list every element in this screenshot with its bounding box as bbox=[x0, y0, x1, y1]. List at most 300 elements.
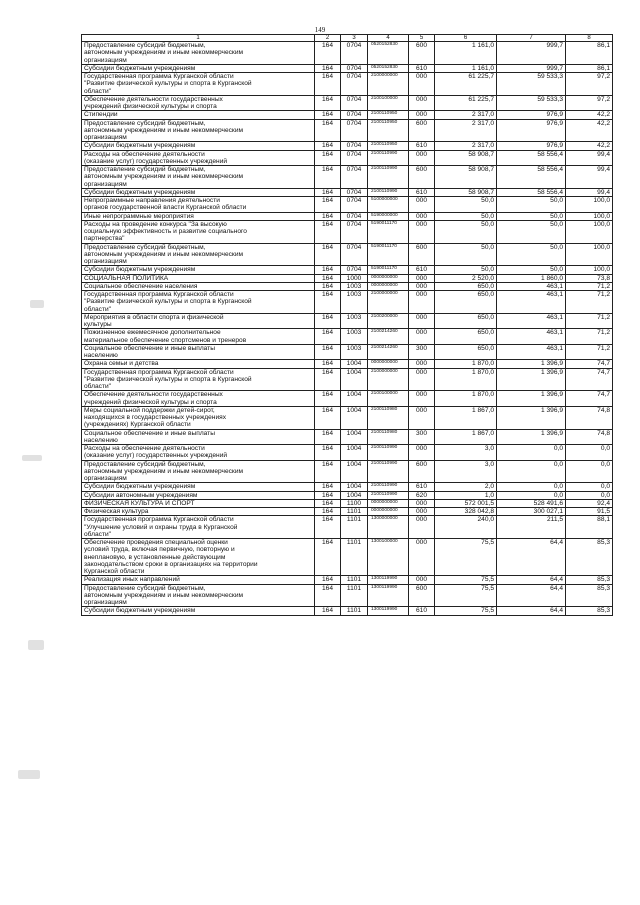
executed-amount-cell: 50,0 bbox=[497, 212, 566, 220]
expense-type-cell: 600 bbox=[409, 42, 435, 65]
target-article-cell: 2100000000 bbox=[368, 291, 409, 314]
target-article-cell: 2100214260 bbox=[368, 329, 409, 345]
target-article-cell: 2100000000 bbox=[368, 73, 409, 96]
execution-percent-cell: 42,2 bbox=[566, 119, 613, 142]
section-code-cell: 1101 bbox=[341, 508, 368, 516]
expense-type-cell: 000 bbox=[409, 539, 435, 576]
expense-type-cell: 000 bbox=[409, 197, 435, 213]
table-row bbox=[82, 220, 613, 243]
target-article-cell: 2100110990 bbox=[368, 445, 409, 461]
execution-percent-cell: 73,8 bbox=[566, 274, 613, 282]
expense-type-cell: 600 bbox=[409, 584, 435, 607]
executed-amount-cell: 1 396,9 bbox=[497, 429, 566, 445]
budget-table bbox=[81, 34, 613, 616]
executed-amount-cell: 999,7 bbox=[497, 64, 566, 72]
plan-amount-cell: 58 908,7 bbox=[435, 150, 497, 166]
admin-code-cell: 164 bbox=[315, 429, 341, 445]
executed-amount-cell: 463,1 bbox=[497, 329, 566, 345]
expense-name-cell: Субсидии автономным учреждениям bbox=[82, 491, 315, 499]
expense-type-cell: 000 bbox=[409, 508, 435, 516]
expense-name-cell: Государственная программа Курганской области "Развитие физической культуры и спорта в Курганской области" bbox=[82, 73, 315, 96]
expense-type-cell: 000 bbox=[409, 391, 435, 407]
plan-amount-cell: 75,5 bbox=[435, 539, 497, 576]
expense-name-cell: Субсидии бюджетным учреждениям bbox=[82, 607, 315, 615]
expense-type-cell: 610 bbox=[409, 188, 435, 196]
table-row bbox=[82, 291, 613, 314]
section-code-cell: 0704 bbox=[341, 142, 368, 150]
execution-percent-cell: 0,0 bbox=[566, 491, 613, 499]
plan-amount-cell: 240,0 bbox=[435, 516, 497, 539]
expense-name-cell: Предоставление субсидий бюджетным, автономным учреждениям и иным некоммерческим организациям bbox=[82, 460, 315, 483]
admin-code-cell: 164 bbox=[315, 282, 341, 290]
section-code-cell: 1004 bbox=[341, 483, 368, 491]
section-code-cell: 0704 bbox=[341, 220, 368, 243]
plan-amount-cell: 1 870,0 bbox=[435, 368, 497, 391]
admin-code-cell: 164 bbox=[315, 64, 341, 72]
section-code-cell: 1101 bbox=[341, 584, 368, 607]
table-row bbox=[82, 73, 613, 96]
executed-amount-cell: 64,4 bbox=[497, 576, 566, 584]
table-row bbox=[82, 166, 613, 189]
execution-percent-cell: 71,2 bbox=[566, 344, 613, 360]
executed-amount-cell: 976,9 bbox=[497, 142, 566, 150]
target-article-cell: 2100100000 bbox=[368, 95, 409, 111]
execution-percent-cell: 42,2 bbox=[566, 142, 613, 150]
table-row bbox=[82, 344, 613, 360]
expense-name-cell: Государственная программа Курганской области "Развитие физической культуры и спорта в Курганской области" bbox=[82, 368, 315, 391]
executed-amount-cell: 300 027,1 bbox=[497, 508, 566, 516]
admin-code-cell: 164 bbox=[315, 368, 341, 391]
table-row bbox=[82, 445, 613, 461]
executed-amount-cell: 58 556,4 bbox=[497, 166, 566, 189]
plan-amount-cell: 1 870,0 bbox=[435, 391, 497, 407]
expense-type-cell: 600 bbox=[409, 243, 435, 266]
plan-amount-cell: 1 867,0 bbox=[435, 429, 497, 445]
expense-type-cell: 000 bbox=[409, 73, 435, 96]
executed-amount-cell: 0,0 bbox=[497, 445, 566, 461]
section-code-cell: 1004 bbox=[341, 491, 368, 499]
target-article-cell: 1300119990 bbox=[368, 584, 409, 607]
admin-code-cell: 164 bbox=[315, 406, 341, 429]
plan-amount-cell: 650,0 bbox=[435, 282, 497, 290]
executed-amount-cell: 1 396,9 bbox=[497, 360, 566, 368]
expense-type-cell: 000 bbox=[409, 516, 435, 539]
expense-name-cell: Непрограммные направления деятельности органов государственной власти Курганской области bbox=[82, 197, 315, 213]
expense-type-cell: 000 bbox=[409, 111, 435, 119]
admin-code-cell: 164 bbox=[315, 243, 341, 266]
admin-code-cell: 164 bbox=[315, 150, 341, 166]
executed-amount-cell: 463,1 bbox=[497, 291, 566, 314]
target-article-cell: 5190011170 bbox=[368, 220, 409, 243]
executed-amount-cell: 59 533,3 bbox=[497, 95, 566, 111]
plan-amount-cell: 2,0 bbox=[435, 483, 497, 491]
plan-amount-cell: 2 520,0 bbox=[435, 274, 497, 282]
table-row bbox=[82, 274, 613, 282]
target-article-cell: 0000000000 bbox=[368, 508, 409, 516]
plan-amount-cell: 650,0 bbox=[435, 313, 497, 329]
admin-code-cell: 164 bbox=[315, 95, 341, 111]
executed-amount-cell: 0,0 bbox=[497, 460, 566, 483]
target-article-cell: 0520152830 bbox=[368, 64, 409, 72]
execution-percent-cell: 85,3 bbox=[566, 607, 613, 615]
execution-percent-cell: 0,0 bbox=[566, 445, 613, 461]
target-article-cell: 2100110980 bbox=[368, 429, 409, 445]
table-row bbox=[82, 607, 613, 615]
admin-code-cell: 164 bbox=[315, 607, 341, 615]
expense-name-cell: Реализация иных направлений bbox=[82, 576, 315, 584]
section-code-cell: 1101 bbox=[341, 516, 368, 539]
table-row bbox=[82, 429, 613, 445]
expense-name-cell: Физическая культура bbox=[82, 508, 315, 516]
table-row bbox=[82, 42, 613, 65]
plan-amount-cell: 50,0 bbox=[435, 197, 497, 213]
admin-code-cell: 164 bbox=[315, 460, 341, 483]
expense-type-cell: 610 bbox=[409, 483, 435, 491]
plan-amount-cell: 3,0 bbox=[435, 460, 497, 483]
admin-code-cell: 164 bbox=[315, 329, 341, 345]
plan-amount-cell: 75,5 bbox=[435, 584, 497, 607]
target-article-cell: 2100110990 bbox=[368, 166, 409, 189]
executed-amount-cell: 50,0 bbox=[497, 266, 566, 274]
header-cell: 1 bbox=[82, 35, 315, 42]
expense-name-cell: Обеспечение деятельности государственных учреждений физической культуры и спорта bbox=[82, 391, 315, 407]
expense-type-cell: 300 bbox=[409, 429, 435, 445]
execution-percent-cell: 71,2 bbox=[566, 329, 613, 345]
admin-code-cell: 164 bbox=[315, 491, 341, 499]
expense-type-cell: 000 bbox=[409, 150, 435, 166]
plan-amount-cell: 1 161,0 bbox=[435, 64, 497, 72]
table-row bbox=[82, 212, 613, 220]
admin-code-cell: 164 bbox=[315, 188, 341, 196]
section-code-cell: 0704 bbox=[341, 197, 368, 213]
table-row bbox=[82, 197, 613, 213]
expense-type-cell: 000 bbox=[409, 406, 435, 429]
execution-percent-cell: 100,0 bbox=[566, 243, 613, 266]
section-code-cell: 1101 bbox=[341, 576, 368, 584]
plan-amount-cell: 2 317,0 bbox=[435, 142, 497, 150]
admin-code-cell: 164 bbox=[315, 584, 341, 607]
plan-amount-cell: 50,0 bbox=[435, 243, 497, 266]
plan-amount-cell: 50,0 bbox=[435, 266, 497, 274]
executed-amount-cell: 59 533,3 bbox=[497, 73, 566, 96]
target-article-cell: 5190000000 bbox=[368, 212, 409, 220]
plan-amount-cell: 1 161,0 bbox=[435, 42, 497, 65]
execution-percent-cell: 85,3 bbox=[566, 576, 613, 584]
executed-amount-cell: 976,9 bbox=[497, 119, 566, 142]
executed-amount-cell: 999,7 bbox=[497, 42, 566, 65]
scan-artifact bbox=[18, 770, 40, 779]
section-code-cell: 0704 bbox=[341, 243, 368, 266]
section-code-cell: 1003 bbox=[341, 344, 368, 360]
expense-name-cell: Предоставление субсидий бюджетным, автономным учреждениям и иным некоммерческим организациям bbox=[82, 119, 315, 142]
expense-type-cell: 000 bbox=[409, 499, 435, 507]
expense-type-cell: 000 bbox=[409, 313, 435, 329]
target-article-cell: 2100110950 bbox=[368, 142, 409, 150]
admin-code-cell: 164 bbox=[315, 42, 341, 65]
executed-amount-cell: 64,4 bbox=[497, 607, 566, 615]
section-code-cell: 1004 bbox=[341, 360, 368, 368]
expense-name-cell: Социальное обеспечение и иные выплаты населению bbox=[82, 429, 315, 445]
section-code-cell: 1100 bbox=[341, 499, 368, 507]
expense-name-cell: Государственная программа Курганской области "Улучшение условий и охраны труда в Курганской области" bbox=[82, 516, 315, 539]
executed-amount-cell: 528 491,6 bbox=[497, 499, 566, 507]
table-row bbox=[82, 576, 613, 584]
expense-name-cell: ФИЗИЧЕСКАЯ КУЛЬТУРА И СПОРТ bbox=[82, 499, 315, 507]
execution-percent-cell: 74,8 bbox=[566, 429, 613, 445]
expense-name-cell: Субсидии бюджетным учреждениям bbox=[82, 142, 315, 150]
execution-percent-cell: 100,0 bbox=[566, 266, 613, 274]
execution-percent-cell: 92,4 bbox=[566, 499, 613, 507]
section-code-cell: 1004 bbox=[341, 445, 368, 461]
admin-code-cell: 164 bbox=[315, 391, 341, 407]
executed-amount-cell: 50,0 bbox=[497, 220, 566, 243]
expense-name-cell: Предоставление субсидий бюджетным, автономным учреждениям и иным некоммерческим организациям bbox=[82, 243, 315, 266]
table-row bbox=[82, 508, 613, 516]
expense-name-cell: Субсидии бюджетным учреждениям bbox=[82, 64, 315, 72]
target-article-cell: 2100110990 bbox=[368, 483, 409, 491]
header-cell: 6 bbox=[435, 35, 497, 42]
section-code-cell: 0704 bbox=[341, 111, 368, 119]
expense-name-cell: Государственная программа Курганской области "Развитие физической культуры и спорта в Курганской области" bbox=[82, 291, 315, 314]
target-article-cell: 2100200000 bbox=[368, 313, 409, 329]
plan-amount-cell: 1,0 bbox=[435, 491, 497, 499]
expense-type-cell: 610 bbox=[409, 142, 435, 150]
table-row bbox=[82, 516, 613, 539]
plan-amount-cell: 3,0 bbox=[435, 445, 497, 461]
admin-code-cell: 164 bbox=[315, 142, 341, 150]
executed-amount-cell: 463,1 bbox=[497, 344, 566, 360]
execution-percent-cell: 88,1 bbox=[566, 516, 613, 539]
expense-name-cell: Предоставление субсидий бюджетным, автономным учреждениям и иным некоммерческим организациям bbox=[82, 166, 315, 189]
plan-amount-cell: 2 317,0 bbox=[435, 111, 497, 119]
header-row bbox=[82, 35, 613, 42]
expense-type-cell: 000 bbox=[409, 274, 435, 282]
expense-type-cell: 000 bbox=[409, 368, 435, 391]
admin-code-cell: 164 bbox=[315, 483, 341, 491]
execution-percent-cell: 99,4 bbox=[566, 150, 613, 166]
execution-percent-cell: 74,7 bbox=[566, 360, 613, 368]
section-code-cell: 0704 bbox=[341, 166, 368, 189]
execution-percent-cell: 71,2 bbox=[566, 282, 613, 290]
table-row bbox=[82, 119, 613, 142]
expense-name-cell: СОЦИАЛЬНАЯ ПОЛИТИКА bbox=[82, 274, 315, 282]
section-code-cell: 1003 bbox=[341, 329, 368, 345]
target-article-cell: 0000000000 bbox=[368, 282, 409, 290]
executed-amount-cell: 1 396,9 bbox=[497, 368, 566, 391]
execution-percent-cell: 74,7 bbox=[566, 391, 613, 407]
section-code-cell: 1101 bbox=[341, 607, 368, 615]
target-article-cell: 2100110950 bbox=[368, 119, 409, 142]
section-code-cell: 1004 bbox=[341, 391, 368, 407]
table-row bbox=[82, 313, 613, 329]
expense-type-cell: 610 bbox=[409, 266, 435, 274]
target-article-cell: 2100110990 bbox=[368, 460, 409, 483]
table-row bbox=[82, 539, 613, 576]
table-row bbox=[82, 491, 613, 499]
section-code-cell: 0704 bbox=[341, 95, 368, 111]
expense-type-cell: 000 bbox=[409, 576, 435, 584]
expense-type-cell: 600 bbox=[409, 460, 435, 483]
executed-amount-cell: 50,0 bbox=[497, 197, 566, 213]
expense-name-cell: Социальное обеспечение и иные выплаты населению bbox=[82, 344, 315, 360]
executed-amount-cell: 1 396,9 bbox=[497, 406, 566, 429]
expense-type-cell: 000 bbox=[409, 212, 435, 220]
target-article-cell: 5190011170 bbox=[368, 243, 409, 266]
execution-percent-cell: 0,0 bbox=[566, 460, 613, 483]
target-article-cell: 2100214260 bbox=[368, 344, 409, 360]
scan-artifact bbox=[30, 300, 44, 308]
expense-name-cell: Предоставление субсидий бюджетным, автономным учреждениям и иным некоммерческим организациям bbox=[82, 42, 315, 65]
section-code-cell: 1003 bbox=[341, 282, 368, 290]
expense-type-cell: 600 bbox=[409, 119, 435, 142]
expense-name-cell: Обеспечение деятельности государственных учреждений физической культуры и спорта bbox=[82, 95, 315, 111]
plan-amount-cell: 75,5 bbox=[435, 607, 497, 615]
section-code-cell: 0704 bbox=[341, 42, 368, 65]
target-article-cell: 1300119990 bbox=[368, 576, 409, 584]
expense-name-cell: Обеспечение проведения специальной оценки условий труда, включая первичную, повторную и внеплановую, в установленные действующим законодательством сроки в организациях на территории Курганской области bbox=[82, 539, 315, 576]
executed-amount-cell: 58 556,4 bbox=[497, 188, 566, 196]
expense-type-cell: 000 bbox=[409, 282, 435, 290]
expense-name-cell: Пожизненное ежемесячное дополнительное материальное обеспечение спортсменов и тренеров bbox=[82, 329, 315, 345]
executed-amount-cell: 1 860,0 bbox=[497, 274, 566, 282]
plan-amount-cell: 650,0 bbox=[435, 329, 497, 345]
target-article-cell: 2100110980 bbox=[368, 406, 409, 429]
section-code-cell: 0704 bbox=[341, 266, 368, 274]
expense-name-cell: Иные непрограммные мероприятия bbox=[82, 212, 315, 220]
execution-percent-cell: 86,1 bbox=[566, 64, 613, 72]
page-number: 149 bbox=[314, 26, 326, 34]
admin-code-cell: 164 bbox=[315, 111, 341, 119]
expense-type-cell: 600 bbox=[409, 166, 435, 189]
expense-name-cell: Расходы на проведение конкурса "За высокую социальную эффективность и развитие социального партнерства" bbox=[82, 220, 315, 243]
execution-percent-cell: 71,2 bbox=[566, 291, 613, 314]
plan-amount-cell: 61 225,7 bbox=[435, 95, 497, 111]
section-code-cell: 1004 bbox=[341, 429, 368, 445]
section-code-cell: 0704 bbox=[341, 64, 368, 72]
execution-percent-cell: 71,2 bbox=[566, 313, 613, 329]
plan-amount-cell: 572 001,5 bbox=[435, 499, 497, 507]
plan-amount-cell: 61 225,7 bbox=[435, 73, 497, 96]
scan-artifact bbox=[22, 455, 42, 461]
table-row bbox=[82, 360, 613, 368]
header-cell: 7 bbox=[497, 35, 566, 42]
execution-percent-cell: 85,3 bbox=[566, 539, 613, 576]
table-row bbox=[82, 391, 613, 407]
expense-type-cell: 000 bbox=[409, 360, 435, 368]
execution-percent-cell: 74,7 bbox=[566, 368, 613, 391]
plan-amount-cell: 650,0 bbox=[435, 344, 497, 360]
plan-amount-cell: 650,0 bbox=[435, 291, 497, 314]
admin-code-cell: 164 bbox=[315, 360, 341, 368]
target-article-cell: 1300119990 bbox=[368, 607, 409, 615]
plan-amount-cell: 1 867,0 bbox=[435, 406, 497, 429]
table-row bbox=[82, 368, 613, 391]
table-row bbox=[82, 584, 613, 607]
execution-percent-cell: 100,0 bbox=[566, 197, 613, 213]
target-article-cell: 2100100000 bbox=[368, 391, 409, 407]
header-cell: 5 bbox=[409, 35, 435, 42]
executed-amount-cell: 58 556,4 bbox=[497, 150, 566, 166]
table-row bbox=[82, 95, 613, 111]
admin-code-cell: 164 bbox=[315, 499, 341, 507]
scan-artifact bbox=[28, 640, 44, 650]
table-row bbox=[82, 111, 613, 119]
plan-amount-cell: 328 042,8 bbox=[435, 508, 497, 516]
table-row bbox=[82, 266, 613, 274]
header-cell: 4 bbox=[368, 35, 409, 42]
expense-name-cell: Субсидии бюджетным учреждениям bbox=[82, 266, 315, 274]
budget-table-container bbox=[81, 34, 612, 616]
execution-percent-cell: 97,2 bbox=[566, 95, 613, 111]
expense-name-cell: Стипендии bbox=[82, 111, 315, 119]
target-article-cell: 2100110990 bbox=[368, 491, 409, 499]
executed-amount-cell: 463,1 bbox=[497, 282, 566, 290]
section-code-cell: 0704 bbox=[341, 119, 368, 142]
target-article-cell: 5100000000 bbox=[368, 197, 409, 213]
admin-code-cell: 164 bbox=[315, 166, 341, 189]
section-code-cell: 1101 bbox=[341, 539, 368, 576]
admin-code-cell: 164 bbox=[315, 445, 341, 461]
section-code-cell: 1003 bbox=[341, 291, 368, 314]
admin-code-cell: 164 bbox=[315, 576, 341, 584]
executed-amount-cell: 50,0 bbox=[497, 243, 566, 266]
table-row bbox=[82, 150, 613, 166]
admin-code-cell: 164 bbox=[315, 274, 341, 282]
admin-code-cell: 164 bbox=[315, 291, 341, 314]
plan-amount-cell: 1 870,0 bbox=[435, 360, 497, 368]
target-article-cell: 1300100000 bbox=[368, 539, 409, 576]
admin-code-cell: 164 bbox=[315, 266, 341, 274]
table-row bbox=[82, 499, 613, 507]
section-code-cell: 1004 bbox=[341, 368, 368, 391]
plan-amount-cell: 2 317,0 bbox=[435, 119, 497, 142]
expense-type-cell: 610 bbox=[409, 607, 435, 615]
execution-percent-cell: 42,2 bbox=[566, 111, 613, 119]
admin-code-cell: 164 bbox=[315, 73, 341, 96]
executed-amount-cell: 976,9 bbox=[497, 111, 566, 119]
target-article-cell: 0520152830 bbox=[368, 42, 409, 65]
admin-code-cell: 164 bbox=[315, 220, 341, 243]
executed-amount-cell: 463,1 bbox=[497, 313, 566, 329]
table-row bbox=[82, 329, 613, 345]
target-article-cell: 0000000000 bbox=[368, 360, 409, 368]
admin-code-cell: 164 bbox=[315, 508, 341, 516]
admin-code-cell: 164 bbox=[315, 212, 341, 220]
expense-type-cell: 000 bbox=[409, 220, 435, 243]
target-article-cell: 1300000000 bbox=[368, 516, 409, 539]
section-code-cell: 0704 bbox=[341, 188, 368, 196]
target-article-cell: 5190011170 bbox=[368, 266, 409, 274]
table-row bbox=[82, 406, 613, 429]
table-row bbox=[82, 188, 613, 196]
execution-percent-cell: 100,0 bbox=[566, 220, 613, 243]
admin-code-cell: 164 bbox=[315, 197, 341, 213]
section-code-cell: 1004 bbox=[341, 406, 368, 429]
admin-code-cell: 164 bbox=[315, 516, 341, 539]
target-article-cell: 2100110990 bbox=[368, 188, 409, 196]
execution-percent-cell: 97,2 bbox=[566, 73, 613, 96]
target-article-cell: 2100000000 bbox=[368, 368, 409, 391]
expense-type-cell: 000 bbox=[409, 445, 435, 461]
target-article-cell: 0000000000 bbox=[368, 274, 409, 282]
executed-amount-cell: 1 396,9 bbox=[497, 391, 566, 407]
header-cell: 2 bbox=[315, 35, 341, 42]
section-code-cell: 0704 bbox=[341, 212, 368, 220]
table-body bbox=[82, 42, 613, 616]
section-code-cell: 0704 bbox=[341, 73, 368, 96]
execution-percent-cell: 99,4 bbox=[566, 166, 613, 189]
admin-code-cell: 164 bbox=[315, 539, 341, 576]
